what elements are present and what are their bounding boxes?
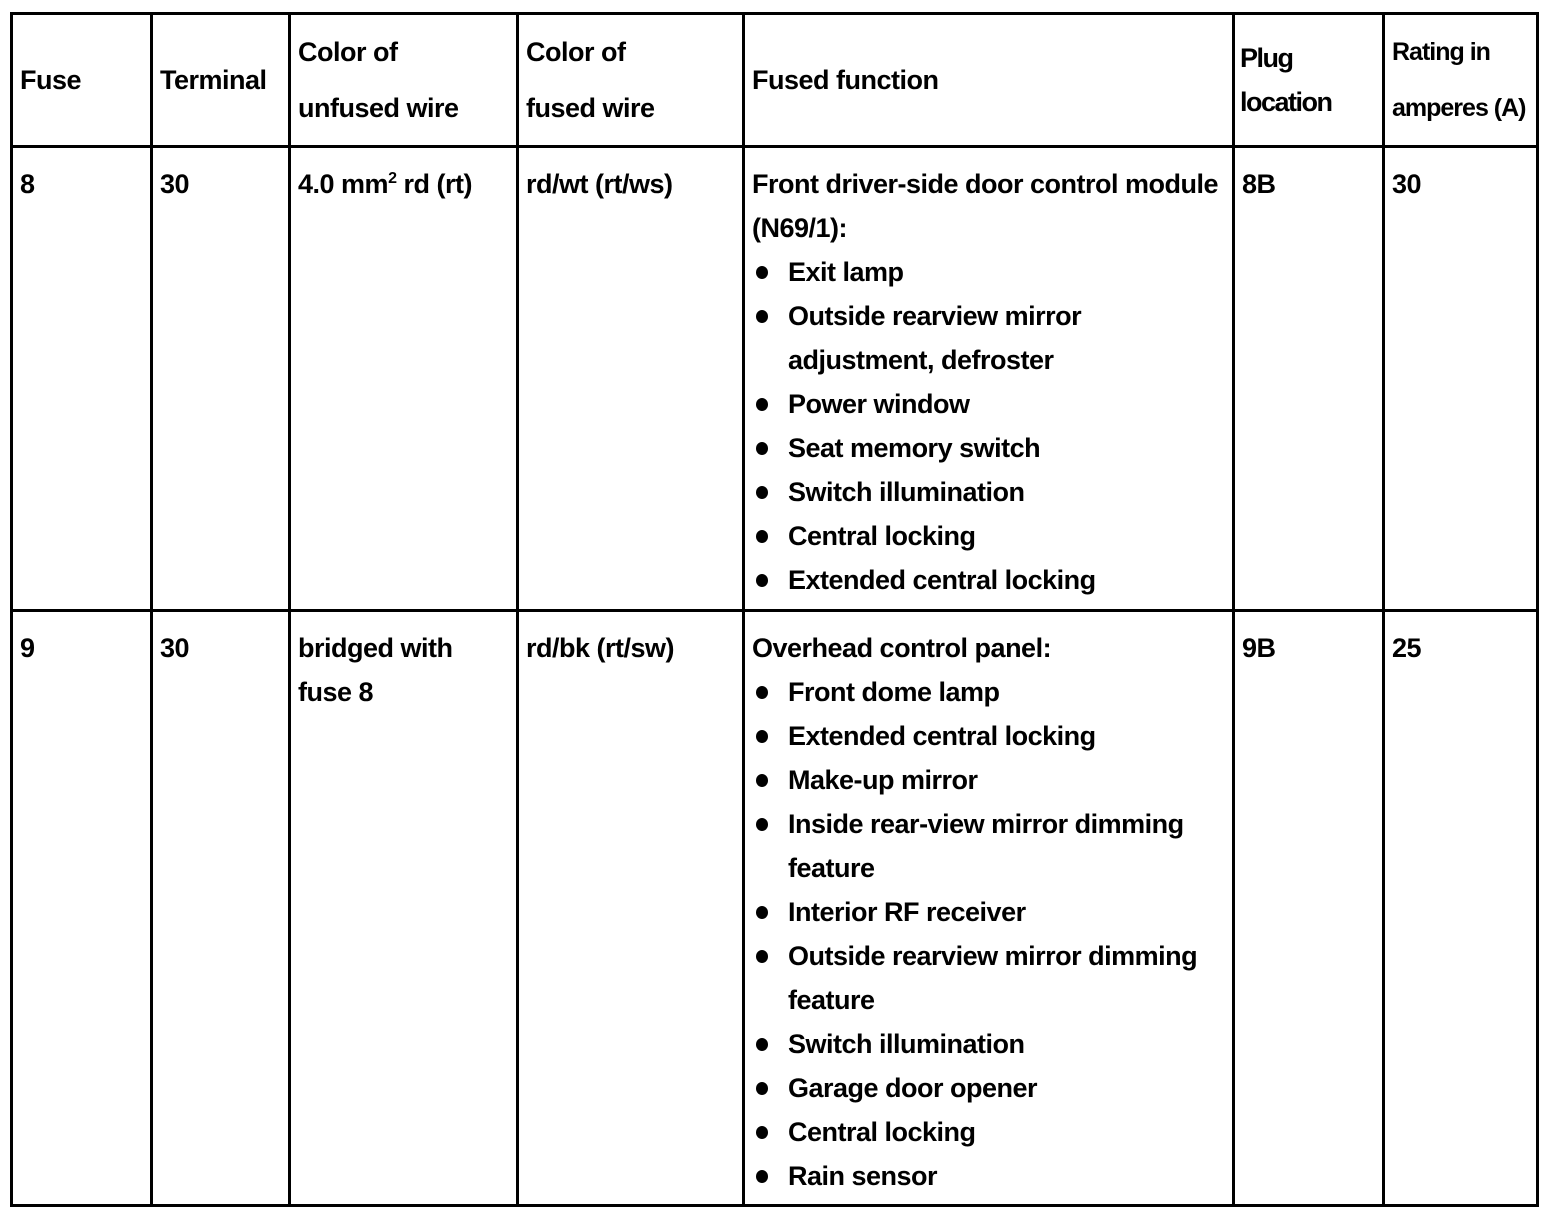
list-item: Extended central locking — [752, 558, 1232, 602]
table-header — [12, 14, 1538, 147]
cell-plug-location: 8B — [1234, 147, 1384, 611]
bullet-icon — [756, 574, 768, 587]
header-rating-line-2: amperes (A) — [1392, 94, 1526, 122]
cell-fused-wire: rd/bk (rt/sw) — [518, 611, 744, 1206]
cell-terminal: 30 — [152, 611, 290, 1206]
bullet-icon — [756, 686, 768, 699]
header-rating — [1384, 14, 1538, 147]
function-intro: Front driver-side door control module (N69/1): — [752, 169, 1219, 243]
bullet-icon — [756, 486, 768, 499]
header-row — [12, 14, 1538, 147]
cell-unfused-wire: 4.0 $mm^2$ rd (rt) — [290, 147, 518, 611]
table-row — [12, 147, 1538, 611]
list-item: Outside rearview mirror adjustment, defroster — [752, 294, 1232, 382]
cell-fused-function — [744, 147, 1234, 611]
cell-fused-function — [744, 611, 1234, 1206]
superscript-2: 2 — [388, 170, 397, 187]
list-item: Front dome lamp — [752, 670, 1232, 714]
cell-rating: 25 — [1384, 611, 1538, 1206]
table-row — [12, 611, 1538, 1206]
header-fused-wire — [518, 14, 744, 147]
cell-terminal: 30 — [152, 147, 290, 611]
header-fuse: Fuse — [12, 14, 152, 147]
function-list — [752, 250, 1232, 602]
header-unfused-wire-line-1: Color of — [298, 37, 398, 67]
unfused-wire-line-2: fuse 8 — [298, 677, 374, 707]
unfused-wire-line-1: bridged with — [298, 633, 453, 663]
list-item: Garage door opener — [752, 1066, 1232, 1110]
table-body — [12, 147, 1538, 1206]
bullet-icon — [756, 818, 768, 831]
list-item: Outside rearview mirror dimming feature — [752, 934, 1232, 1022]
function-list — [752, 670, 1232, 1198]
cell-unfused-wire — [290, 611, 518, 1206]
header-fused-wire-line-1: Color of — [526, 37, 626, 67]
cell-fuse: 9 — [12, 611, 152, 1206]
cell-plug-location: 9B — [1234, 611, 1384, 1206]
bullet-icon — [756, 442, 768, 455]
header-fused-function: Fused function — [744, 14, 1234, 147]
list-item: Power window — [752, 382, 1232, 426]
bullet-icon — [756, 310, 768, 323]
list-item: Switch illumination — [752, 1022, 1232, 1066]
list-item: Seat memory switch — [752, 426, 1232, 470]
cell-fuse: 8 — [12, 147, 152, 611]
list-item: Interior RF receiver — [752, 890, 1232, 934]
bullet-icon — [756, 530, 768, 543]
function-intro: Overhead control panel: — [752, 633, 1052, 663]
header-unfused-wire — [290, 14, 518, 147]
bullet-icon — [756, 774, 768, 787]
bullet-icon — [756, 1038, 768, 1051]
list-item: Central locking — [752, 514, 1232, 558]
bullet-icon — [756, 1082, 768, 1095]
bullet-icon — [756, 1126, 768, 1139]
bullet-icon — [756, 398, 768, 411]
fuse-table — [10, 12, 1539, 1207]
header-unfused-wire-line-2: unfused wire — [298, 93, 459, 123]
header-plug-location: Plug location — [1234, 14, 1384, 147]
list-item: Make-up mirror — [752, 758, 1232, 802]
list-item: Inside rear-view mirror dimming feature — [752, 802, 1232, 890]
cell-rating: 30 — [1384, 147, 1538, 611]
list-item: Rain sensor — [752, 1154, 1232, 1198]
bullet-icon — [756, 906, 768, 919]
list-item: Switch illumination — [752, 470, 1232, 514]
bullet-icon — [756, 266, 768, 279]
list-item: Extended central locking — [752, 714, 1232, 758]
bullet-icon — [756, 950, 768, 963]
cell-fused-wire: rd/wt (rt/ws) — [518, 147, 744, 611]
bullet-icon — [756, 1170, 768, 1183]
bullet-icon — [756, 730, 768, 743]
list-item: Central locking — [752, 1110, 1232, 1154]
list-item: Exit lamp — [752, 250, 1232, 294]
header-rating-line-1: Rating in — [1392, 38, 1490, 66]
header-fused-wire-line-2: fused wire — [526, 93, 655, 123]
header-terminal: Terminal — [152, 14, 290, 147]
